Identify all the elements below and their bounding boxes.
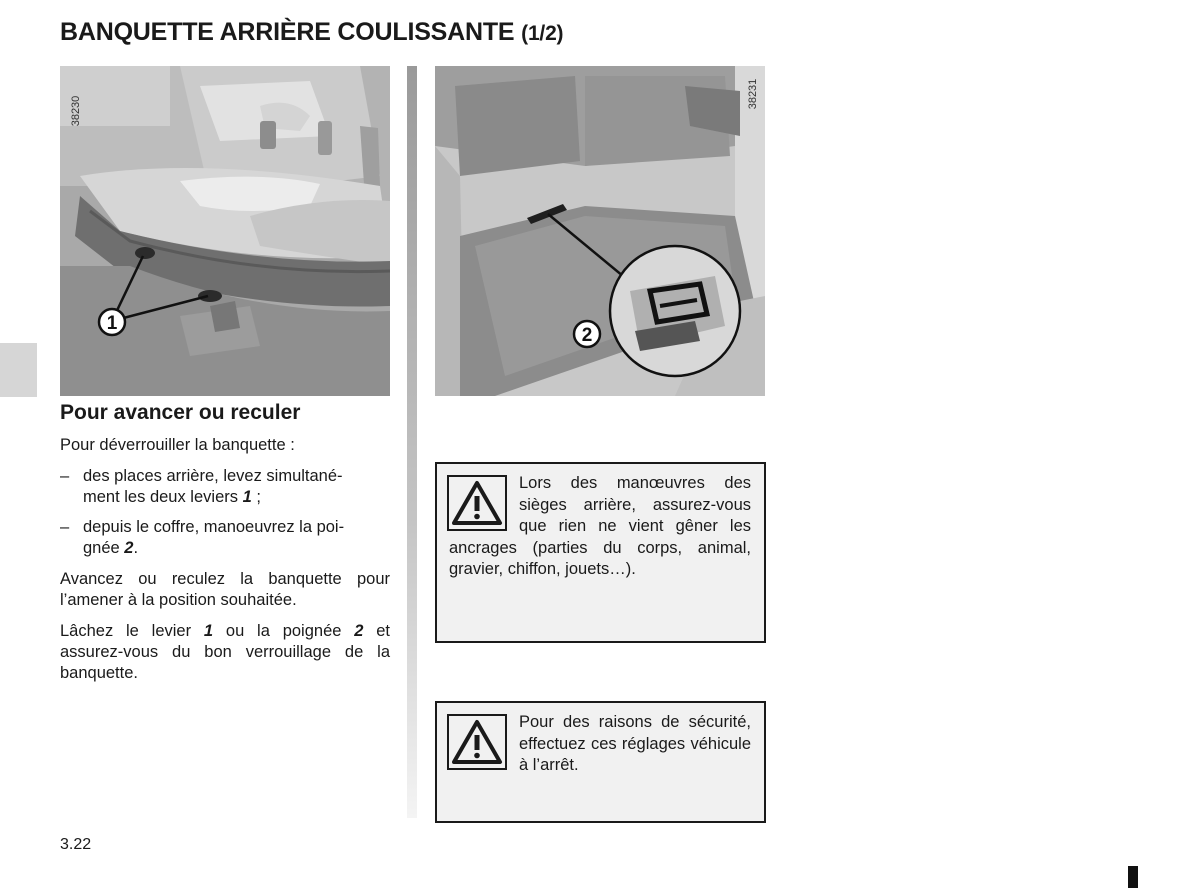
move-paragraph: Avancez ou reculez la banquette pour l’amener à la position souhaitée. <box>60 570 390 609</box>
bullet-item-trunk <box>60 517 390 559</box>
chapter-tab <box>0 343 37 397</box>
trunk-illustration <box>435 66 765 396</box>
bullet-text-line1: depuis le coffre, manoeuvrez la poi- <box>83 518 345 536</box>
page-title-text: BANQUETTE ARRIÈRE COULISSANTE <box>60 18 515 46</box>
column-divider <box>407 66 417 818</box>
release-paragraph <box>60 621 390 684</box>
rear-bench-photo <box>60 66 390 396</box>
intro-text: Pour déverrouiller la banquette : <box>60 436 295 454</box>
figure-ref-38231: 38231 <box>747 78 759 110</box>
callout-2-label: 2 <box>581 325 593 346</box>
bullet-dash: – <box>60 467 70 485</box>
warning-text-stationary: Pour des raisons de sécurité, effectuez ces réglages véhicule à l’arrêt. <box>519 713 751 774</box>
bullet-text-end: . <box>133 539 139 557</box>
bullet-text-line1: des places arrière, levez simultané- <box>83 467 343 485</box>
bullet-text-end: ; <box>251 488 261 506</box>
trunk-handle-photo <box>435 66 765 396</box>
rear-bench-illustration <box>60 66 390 396</box>
warning-box-anchorages <box>435 462 766 643</box>
page-edge-marker <box>1128 866 1138 888</box>
bullet-text-line2: gnée <box>83 539 125 557</box>
bullet-dash: – <box>60 518 70 536</box>
lever-ref: 1 <box>242 488 252 506</box>
bullet-text-line2: ment les deux leviers <box>83 488 243 506</box>
warning-text-anchorages: Lors des manœuvres des sièges arrière, assurez-vous que rien ne vient gêner les ancrages (parties du corps, animal, gravier, chiffon, jouets…). <box>449 474 751 578</box>
page-title <box>60 18 563 47</box>
release-text-2: ou la poignée <box>213 622 355 640</box>
page-number: 3.22 <box>60 836 92 853</box>
callout-1-label: 1 <box>106 313 118 334</box>
release-lever-ref: 1 <box>203 622 214 640</box>
release-text-1: Lâchez le levier <box>60 622 204 640</box>
bullet-item-rear-seats <box>60 466 390 508</box>
release-text-3: et assurez-vous du bon verrouillage de la banquette. <box>60 622 390 682</box>
page-title-part: (1/2) <box>521 22 564 45</box>
release-handle-ref: 2 <box>354 622 364 640</box>
section-heading: Pour avancer ou reculer <box>60 401 301 424</box>
handle-ref: 2 <box>124 539 134 557</box>
figure-ref-38230: 38230 <box>70 95 82 127</box>
warning-box-stationary <box>435 701 766 823</box>
